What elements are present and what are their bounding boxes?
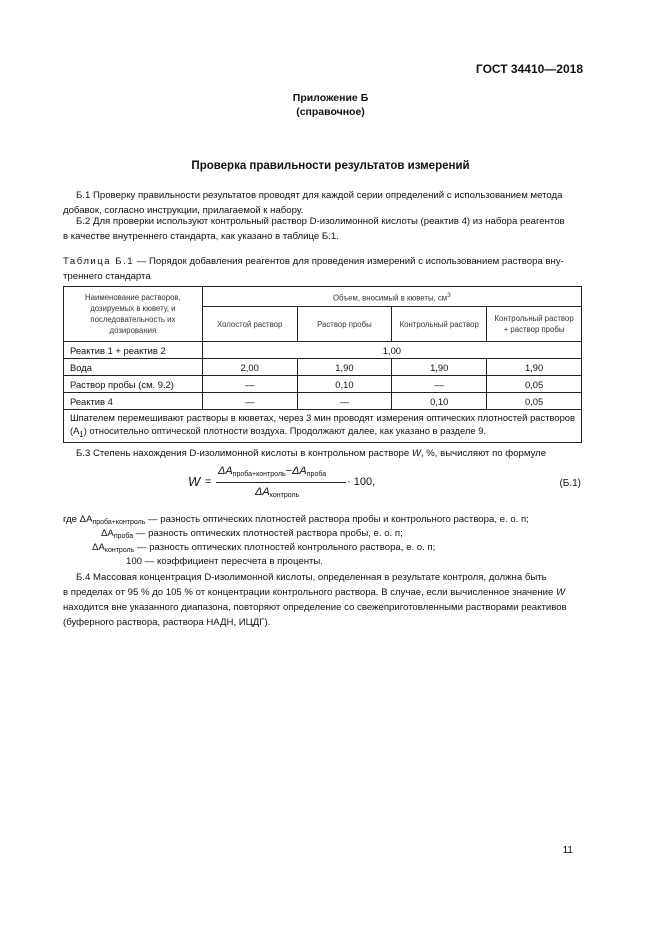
appendix-subtitle: (справочное) — [296, 106, 365, 118]
cell-value: 0,10 — [297, 376, 392, 393]
cell-value: — — [392, 376, 487, 393]
reagent-table — [63, 286, 582, 443]
table-caption-label: Таблица Б.1 — [63, 256, 135, 267]
page-number: 11 — [562, 845, 573, 856]
formula-fraction-bar — [216, 482, 346, 483]
numerator-minus: − — [285, 465, 293, 477]
b3-variable: W — [411, 448, 421, 459]
table-caption-line2: треннего стандарта — [63, 271, 151, 282]
header-control-plus-sample: Контрольный раствор + раствор пробы — [487, 307, 582, 342]
appendix-title: Приложение Б — [292, 92, 369, 104]
note-text-1: Шпателем перемешивают растворы в кюветах, через 3 мин проводят измерения оптических плотностей растворов (А — [70, 412, 575, 436]
header-blank-solution: Холостой раствор — [202, 307, 297, 342]
formula-equals: = — [205, 476, 212, 488]
b3-text-before: Б.3 Степень нахождения D-изолимонной кислоты в контрольном растворе — [76, 448, 412, 459]
legend-symbol-2: ΔА — [101, 528, 114, 539]
legend-text-1: — разность оптических плотностей раствора пробы и контрольного раствора, е. о. п; — [145, 514, 529, 525]
legend-where: где — [63, 514, 80, 525]
formula-denominator — [255, 486, 299, 499]
legend-symbol-1-sub: проба+контроль — [92, 519, 146, 526]
legend-text-2: — разность оптических плотностей раствора пробы, е. о. п; — [133, 528, 403, 539]
legend-symbol-3: ΔА — [92, 542, 105, 553]
cell-value: 0,05 — [487, 376, 582, 393]
table-caption-line1 — [63, 254, 581, 269]
numerator-delta-a-2: ΔA — [292, 465, 307, 477]
b3-text-after: , %, вычисляют по формуле — [420, 448, 547, 459]
cell-value: 1,90 — [487, 359, 582, 376]
numerator-sub-2: проба — [306, 471, 327, 478]
legend-symbol-4: 100 — [126, 556, 143, 567]
paragraph-b2-line1: Б.2 Для проверки используют контрольный раствор D-изолимонной кислоты (реактив 4) из набора реагентов — [76, 216, 565, 227]
header-volume-group — [202, 287, 581, 307]
note-text-2: ) относительно оптической плотности воздуха. Продолжают далее, как указано в разделе 9. — [83, 425, 487, 436]
b4-line-2-text: в пределах от 95 % до 105 % от концентрации контрольного раствора. В случае, если вычисленное значение — [63, 587, 557, 598]
cell-merged-value: 1,00 — [202, 342, 581, 359]
header-volume-text: Объем, вносимый в кюветы, см — [332, 293, 448, 303]
cell-name: Реактив 1 + реактив 2 — [64, 342, 203, 359]
cell-value: — — [202, 376, 297, 393]
b4-variable: W — [556, 587, 566, 598]
legend-symbol-3-sub: контроль — [104, 547, 135, 554]
header-solution-names: Наименование растворов, дозируемых в кювету, и последовательность их дозирования — [64, 287, 203, 342]
paragraph-b2 — [63, 214, 581, 244]
paragraph-b3 — [63, 446, 581, 461]
b4-line-2 — [63, 585, 581, 600]
table-row — [64, 359, 582, 376]
table-row — [64, 376, 582, 393]
table-header-row — [64, 287, 582, 307]
paragraph-b2-line2: в качестве внутреннего стандарта, как указано в таблице Б.1. — [63, 231, 339, 242]
cell-value: — — [202, 393, 297, 410]
table-row — [64, 342, 582, 359]
legend-symbol-2-sub: проба — [113, 533, 134, 540]
cell-value: 0,10 — [392, 393, 487, 410]
table-row — [64, 393, 582, 410]
cell-value: 0,05 — [487, 393, 582, 410]
cell-value: 2,00 — [202, 359, 297, 376]
legend-text-4: — коэффициент пересчета в проценты. — [142, 556, 323, 567]
table-note-row — [64, 410, 582, 443]
cell-name: Реактив 4 — [64, 393, 203, 410]
legend-text-3: — разность оптических плотностей контрольного раствора, е. о. п; — [134, 542, 436, 553]
formula-lhs: W — [188, 474, 201, 489]
paragraph-b4 — [63, 570, 581, 630]
cell-value: 1,90 — [392, 359, 487, 376]
paragraph-b1-line2: добавок, согласно инструкции, прилагаемой к набору. — [63, 205, 304, 216]
cell-name: Раствор пробы (см. 9.2) — [64, 376, 203, 393]
formula-numerator — [218, 465, 326, 478]
table-caption-text: Порядок добавления реагентов для проведения измерений с использованием раствора вну- — [149, 256, 564, 267]
header-control-solution: Контрольный раствор — [392, 307, 487, 342]
section-title: Проверка правильности результатов измерений — [191, 160, 470, 172]
legend-symbol-1: ΔА — [79, 514, 93, 525]
paragraph-b1-line1: Б.1 Проверку правильности результатов проводят для каждой серии определений с использованием метода — [76, 190, 563, 201]
b4-line-3: находится вне указанного диапазона, повторяют определение со свежеприготовленными растворами реактивов — [63, 602, 567, 613]
document-code: ГОСТ 34410—2018 — [475, 62, 583, 76]
header-sample-solution: Раствор пробы — [297, 307, 392, 342]
header-volume-unit-sup: 3 — [447, 291, 451, 299]
b4-line-1: Б.4 Массовая концентрация D-изолимонной кислоты, определенная в результате контроля, должна быть — [76, 572, 547, 583]
legend-line-4 — [126, 555, 323, 569]
denominator-sub: контроль — [269, 492, 300, 499]
cell-name: Вода — [64, 359, 203, 376]
table-note — [64, 410, 582, 443]
cell-value: — — [297, 393, 392, 410]
formula-reference: (Б.1) — [559, 478, 581, 489]
numerator-sub-1: проба+контроль — [232, 471, 286, 478]
denominator-delta-a: ΔA — [255, 486, 270, 498]
cell-value: 1,90 — [297, 359, 392, 376]
formula-multiplier: · 100, — [347, 476, 376, 488]
b4-line-4: (буферного раствора, раствора НАДН, ИЦДГ). — [63, 617, 271, 628]
numerator-delta-a-1: ΔA — [218, 465, 233, 477]
table-caption — [63, 254, 581, 284]
table-caption-dash: — — [134, 256, 150, 267]
note-subscript: 1 — [79, 429, 84, 439]
